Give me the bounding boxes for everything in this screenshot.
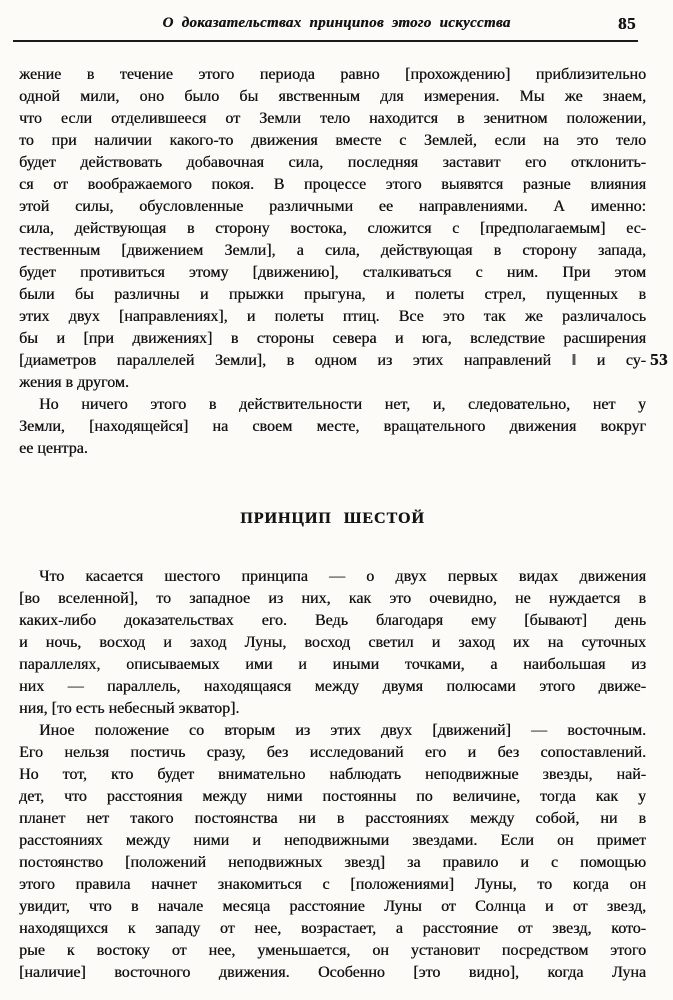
header-rule (13, 40, 638, 42)
text-line: и ночь, восход и заход Луны, восход светил и заход их на суточных (19, 634, 646, 651)
text-line: этой силы, обусловленные различными ее направлениями. А именно: (19, 198, 646, 215)
text-line: этого правила начнет знакомиться с [положениями] Луны, то когда он (19, 876, 646, 893)
paragraph-continuation (19, 64, 646, 394)
text-block (19, 64, 646, 984)
text-line: планет нет такого постоянства ни в расстояниях между собой, ни в (19, 810, 646, 827)
text-line: параллелях, описываемых ими и иными точками, а наибольшая из (19, 656, 646, 673)
text-line: Иное положение со вторым из этих двух [движений] — восточным. (39, 722, 646, 739)
text-line: этих двух [направлениях], и полеты птиц. Все это так же различалось (19, 308, 646, 325)
text-line: Что касается шестого принципа — о двух первых видах движения (39, 568, 646, 585)
text-line: дет, что расстояния между ними постоянны по величине, тогда как у (19, 788, 646, 805)
text-line: Земли, [находящейся] на своем месте, вращательного движения вокруг (19, 418, 646, 435)
text-line: каких-либо доказательствах его. Ведь благодаря ему [бывают] день (19, 612, 646, 629)
margin-folio-number: 53 (650, 350, 668, 369)
text-line: одной мили, оно было бы явственным для измерения. Мы же знаем, (19, 88, 646, 105)
text-line: ния, [то есть небесный экватор]. (19, 700, 240, 717)
paragraph-conclusion (19, 394, 646, 460)
text-line: увидит, что в начале месяца расстояние Луны от Солнца и от звезд, (19, 898, 646, 915)
text-line: ее центра. (19, 440, 88, 457)
text-line: ся от воображаемого покоя. В процессе этого выявятся разные влияния (19, 176, 646, 193)
text-line: жение в течение этого периода равно [прохождению] приблизительно (19, 66, 646, 83)
text-line: жения в другом. (19, 374, 129, 391)
text-line: [во вселенной], то западное из них, как это очевидно, не нуждается в (19, 590, 646, 607)
running-head-title: О доказательствах принципов этого искусства (162, 15, 511, 31)
text-line: Но тот, кто будет внимательно наблюдать неподвижные звезды, най- (19, 766, 646, 783)
text-line: то при наличии какого-то движения вместе с Землей, если на это тело (19, 132, 646, 149)
text-line: бы и [при движениях] в стороны севера и юга, вследствие расширения (19, 330, 646, 347)
text-line: Его нельзя постичь сразу, без исследований его и без сопоставлений. (19, 744, 646, 761)
text-line: рые к востоку от нее, уменьшается, он установит посредством этого (19, 942, 646, 959)
text-line: что если отделившееся от Земли тело находится в зенитном положении, (19, 110, 646, 127)
text-line: будет противиться этому [движению], сталкиваться с ним. При этом (19, 264, 646, 281)
text-line: [наличие] восточного движения. Особенно [это видно], когда Луна (19, 964, 646, 981)
text-line: расстояниях между ними и неподвижными звездами. Если он примет (19, 832, 646, 849)
text-line: постоянство [положений неподвижных звезд] за правило и с помощью (19, 854, 646, 871)
text-line: [диаметров параллелей Земли], в одном из этих направлений ‖ и су- (19, 352, 646, 369)
text-line: будет действовать добавочная сила, последняя заставит его отклонить- (19, 154, 646, 171)
page-number: 85 (618, 14, 636, 33)
paragraph-sixth-principle-intro (19, 566, 646, 720)
text-line: них — параллель, находящаяся между двумя полюсами этого движе- (19, 678, 646, 695)
text-line: сила, действующая в сторону востока, сложится с [предполагаемым] ес- (19, 220, 646, 237)
text-line: тественным [движением Земли], а сила, действующая в сторону запада, (19, 242, 646, 259)
text-line: находящихся к западу от нее, возрастает, а расстояние от звезд, кото- (19, 920, 646, 937)
text-line: Но ничего этого в действительности нет, и, следовательно, нет у (39, 396, 646, 413)
section-heading: ПРИНЦИП ШЕСТОЙ (240, 510, 425, 527)
text-line: были бы различны и прыжки прыгуна, и полеты стрел, пущенных в (19, 286, 646, 303)
paragraph-eastern-motion (19, 720, 646, 984)
